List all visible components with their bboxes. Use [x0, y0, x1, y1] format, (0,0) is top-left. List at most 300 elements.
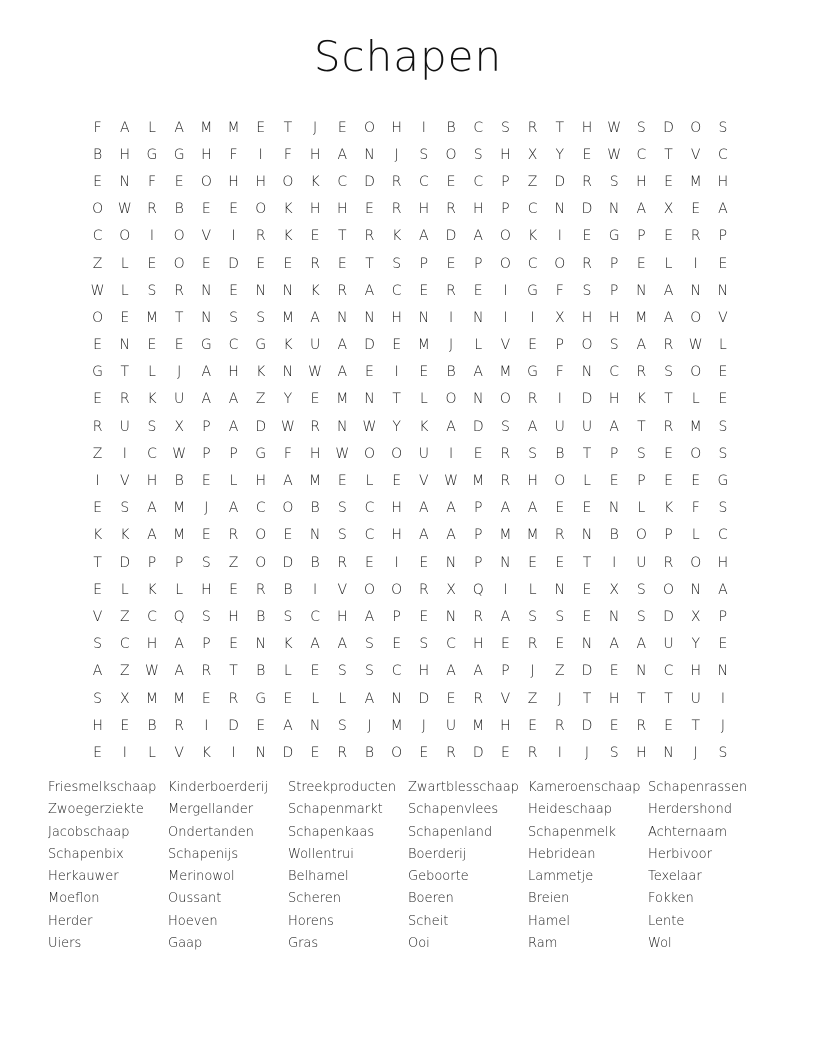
grid-letter[interactable]: I [503, 581, 508, 598]
grid-letter[interactable]: O [363, 445, 375, 462]
grid-letter[interactable]: V [201, 228, 212, 245]
grid-letter[interactable]: E [718, 255, 728, 272]
grid-letter[interactable]: M [281, 309, 294, 326]
grid-letter[interactable]: T [283, 119, 293, 136]
grid-letter[interactable]: N [309, 717, 321, 734]
grid-letter[interactable]: A [527, 418, 538, 435]
grid-letter[interactable]: V [174, 744, 184, 761]
grid-letter[interactable]: K [283, 201, 293, 218]
grid-letter[interactable]: I [448, 309, 454, 326]
grid-letter[interactable]: E [664, 173, 673, 190]
grid-letter[interactable]: K [93, 527, 103, 544]
grid-letter[interactable]: O [255, 527, 267, 544]
grid-letter[interactable]: I [720, 690, 725, 707]
grid-letter[interactable]: W [117, 201, 132, 218]
grid-letter[interactable]: O [282, 500, 294, 517]
grid-letter[interactable]: V [690, 146, 701, 163]
grid-letter[interactable]: H [636, 744, 647, 761]
grid-letter[interactable]: U [418, 445, 429, 462]
grid-letter[interactable]: A [419, 500, 429, 517]
grid-letter[interactable]: T [691, 717, 700, 734]
grid-letter[interactable]: N [364, 309, 375, 326]
grid-letter[interactable]: E [582, 608, 592, 625]
grid-letter[interactable]: U [119, 418, 130, 435]
grid-letter[interactable]: S [582, 282, 592, 299]
grid-letter[interactable]: Y [283, 391, 293, 408]
grid-letter[interactable]: N [581, 636, 593, 653]
grid-letter[interactable]: E [283, 690, 293, 707]
grid-letter[interactable]: Z [92, 445, 103, 462]
grid-letter[interactable]: N [472, 391, 484, 408]
grid-letter[interactable]: A [446, 418, 456, 435]
grid-letter[interactable]: T [174, 309, 184, 326]
grid-letter[interactable]: P [637, 228, 646, 245]
grid-letter[interactable]: S [392, 255, 402, 272]
grid-letter[interactable]: H [608, 309, 620, 326]
grid-letter[interactable]: H [309, 146, 321, 163]
grid-letter[interactable]: E [582, 581, 592, 598]
grid-letter[interactable]: S [201, 608, 211, 625]
grid-letter[interactable]: H [527, 473, 538, 490]
grid-letter[interactable]: A [364, 690, 375, 707]
grid-letter[interactable]: E [310, 391, 320, 408]
grid-letter[interactable]: M [417, 337, 430, 354]
grid-letter[interactable]: H [146, 636, 158, 653]
grid-letter[interactable]: T [637, 418, 646, 435]
grid-letter[interactable]: K [310, 173, 320, 190]
grid-letter[interactable]: N [337, 418, 348, 435]
grid-letter[interactable]: H [201, 146, 212, 163]
grid-letter[interactable]: G [255, 337, 267, 354]
grid-letter[interactable]: L [120, 581, 129, 598]
grid-letter[interactable]: A [92, 663, 103, 680]
grid-letter[interactable]: O [690, 309, 702, 326]
grid-letter[interactable]: E [337, 473, 347, 490]
grid-letter[interactable]: R [690, 228, 701, 245]
grid-letter[interactable]: E [229, 636, 238, 653]
grid-letter[interactable]: R [228, 690, 239, 707]
grid-letter[interactable]: S [256, 309, 266, 326]
grid-letter[interactable]: H [119, 146, 131, 163]
grid-letter[interactable]: D [228, 255, 239, 272]
grid-letter[interactable]: C [718, 527, 728, 544]
grid-letter[interactable]: E [500, 744, 510, 761]
grid-letter[interactable]: R [391, 173, 402, 190]
grid-letter[interactable]: A [500, 608, 511, 625]
grid-letter[interactable]: A [718, 581, 728, 598]
grid-letter[interactable]: B [174, 201, 184, 218]
grid-letter[interactable]: M [145, 690, 159, 707]
grid-letter[interactable]: N [255, 282, 266, 299]
grid-letter[interactable]: X [527, 146, 538, 163]
grid-letter[interactable]: E [664, 228, 673, 245]
grid-letter[interactable]: J [367, 717, 372, 734]
grid-letter[interactable]: H [717, 173, 729, 190]
grid-letter[interactable]: G [146, 146, 158, 163]
grid-letter[interactable]: E [419, 364, 429, 381]
grid-letter[interactable]: C [473, 119, 484, 136]
grid-letter[interactable]: R [391, 201, 402, 218]
grid-letter[interactable]: N [690, 581, 701, 598]
grid-letter[interactable]: Y [691, 636, 700, 653]
grid-letter[interactable]: D [581, 201, 593, 218]
grid-letter[interactable]: A [364, 608, 375, 625]
grid-letter[interactable]: K [528, 228, 538, 245]
grid-letter[interactable]: B [93, 146, 103, 163]
grid-letter[interactable]: R [554, 717, 565, 734]
grid-letter[interactable]: P [473, 255, 483, 272]
grid-letter[interactable]: D [282, 744, 294, 761]
grid-letter[interactable]: T [664, 391, 673, 408]
grid-letter[interactable]: E [93, 500, 103, 517]
grid-letter[interactable]: Z [228, 554, 239, 571]
grid-letter[interactable]: E [555, 636, 565, 653]
grid-letter[interactable]: B [446, 364, 456, 381]
grid-letter[interactable]: E [201, 201, 211, 218]
grid-letter[interactable]: S [500, 418, 510, 435]
grid-letter[interactable]: N [608, 201, 620, 218]
grid-letter[interactable]: H [418, 663, 430, 680]
grid-letter[interactable]: A [473, 364, 483, 381]
grid-letter[interactable]: E [120, 717, 130, 734]
grid-letter[interactable]: P [609, 255, 619, 272]
grid-letter[interactable]: P [202, 636, 211, 653]
grid-letter[interactable]: L [419, 391, 428, 408]
grid-letter[interactable]: V [92, 608, 103, 625]
grid-letter[interactable]: G [717, 473, 729, 490]
grid-letter[interactable]: L [691, 391, 700, 408]
grid-letter[interactable]: E [473, 282, 483, 299]
grid-letter[interactable]: E [473, 445, 483, 462]
grid-letter[interactable]: J [584, 744, 590, 761]
grid-letter[interactable]: N [364, 146, 375, 163]
grid-letter[interactable]: A [310, 309, 320, 326]
grid-letter[interactable]: S [365, 636, 374, 653]
grid-letter[interactable]: O [690, 554, 702, 571]
grid-letter[interactable]: T [555, 119, 565, 136]
grid-letter[interactable]: P [473, 500, 483, 517]
grid-letter[interactable]: E [93, 173, 103, 190]
grid-letter[interactable]: C [364, 500, 375, 517]
grid-letter[interactable]: S [528, 445, 538, 462]
grid-letter[interactable]: S [201, 554, 211, 571]
grid-letter[interactable]: E [229, 201, 238, 218]
grid-letter[interactable]: I [448, 445, 454, 462]
grid-letter[interactable]: T [229, 663, 238, 680]
grid-letter[interactable]: O [690, 119, 702, 136]
grid-letter[interactable]: O [499, 228, 511, 245]
grid-letter[interactable]: E [256, 119, 266, 136]
grid-letter[interactable]: S [718, 418, 728, 435]
grid-letter[interactable]: D [418, 690, 430, 707]
grid-letter[interactable]: M [173, 500, 186, 517]
grid-letter[interactable]: P [419, 255, 429, 272]
grid-letter[interactable]: D [364, 173, 375, 190]
grid-letter[interactable]: I [394, 364, 399, 381]
grid-letter[interactable]: E [256, 717, 266, 734]
grid-letter[interactable]: R [119, 391, 130, 408]
grid-letter[interactable]: J [720, 717, 725, 734]
grid-letter[interactable]: E [337, 119, 347, 136]
grid-letter[interactable]: O [92, 309, 104, 326]
grid-letter[interactable]: S [718, 445, 728, 462]
grid-letter[interactable]: P [147, 554, 157, 571]
grid-letter[interactable]: E [609, 473, 619, 490]
grid-letter[interactable]: W [607, 146, 622, 163]
grid-letter[interactable]: S [636, 445, 646, 462]
grid-letter[interactable]: R [527, 744, 538, 761]
grid-letter[interactable]: A [419, 527, 429, 544]
grid-letter[interactable]: L [148, 364, 156, 381]
grid-letter[interactable]: L [229, 473, 238, 490]
grid-letter[interactable]: H [391, 309, 402, 326]
grid-letter[interactable]: I [122, 445, 127, 462]
grid-letter[interactable]: L [637, 500, 646, 517]
grid-letter[interactable]: H [255, 173, 266, 190]
grid-letter[interactable]: G [200, 337, 212, 354]
grid-letter[interactable]: P [229, 445, 238, 462]
grid-letter[interactable]: O [119, 228, 131, 245]
grid-letter[interactable]: T [637, 690, 646, 707]
grid-letter[interactable]: N [608, 500, 620, 517]
grid-letter[interactable]: I [612, 554, 617, 571]
grid-letter[interactable]: E [500, 636, 510, 653]
grid-letter[interactable]: J [530, 663, 535, 680]
grid-letter[interactable]: S [120, 500, 130, 517]
grid-letter[interactable]: H [472, 201, 484, 218]
grid-letter[interactable]: V [718, 309, 728, 326]
grid-letter[interactable]: M [526, 527, 539, 544]
grid-letter[interactable]: N [201, 282, 212, 299]
grid-letter[interactable]: E [201, 527, 211, 544]
grid-letter[interactable]: F [229, 146, 238, 163]
grid-letter[interactable]: W [145, 663, 159, 680]
grid-letter[interactable]: M [145, 309, 159, 326]
grid-letter[interactable]: S [147, 282, 157, 299]
grid-letter[interactable]: H [146, 473, 158, 490]
grid-letter[interactable]: N [608, 608, 620, 625]
grid-letter[interactable]: E [283, 527, 293, 544]
grid-letter[interactable]: H [337, 608, 348, 625]
grid-letter[interactable]: L [284, 663, 292, 680]
grid-letter[interactable]: S [500, 119, 510, 136]
grid-letter[interactable]: R [174, 717, 185, 734]
grid-letter[interactable]: K [663, 500, 674, 517]
grid-letter[interactable]: E [337, 255, 347, 272]
grid-letter[interactable]: M [336, 391, 349, 408]
grid-letter[interactable]: N [282, 282, 294, 299]
grid-letter[interactable]: L [365, 473, 374, 490]
grid-letter[interactable]: O [554, 255, 566, 272]
grid-letter[interactable]: T [120, 364, 130, 381]
grid-letter[interactable]: R [636, 717, 647, 734]
grid-letter[interactable]: W [280, 418, 295, 435]
grid-letter[interactable]: H [500, 146, 511, 163]
grid-letter[interactable]: O [282, 173, 294, 190]
grid-letter[interactable]: H [717, 554, 729, 571]
grid-letter[interactable]: G [173, 146, 185, 163]
grid-letter[interactable]: R [582, 255, 592, 272]
grid-letter[interactable]: A [364, 282, 375, 299]
grid-letter[interactable]: L [311, 690, 319, 707]
grid-letter[interactable]: A [228, 418, 239, 435]
grid-letter[interactable]: A [337, 636, 348, 653]
grid-letter[interactable]: N [445, 608, 457, 625]
grid-letter[interactable]: D [364, 337, 375, 354]
grid-letter[interactable]: T [392, 391, 401, 408]
grid-letter[interactable]: E [174, 337, 184, 354]
grid-letter[interactable]: T [664, 146, 673, 163]
grid-letter[interactable]: L [120, 255, 129, 272]
grid-letter[interactable]: M [173, 527, 186, 544]
grid-letter[interactable]: E [174, 173, 184, 190]
grid-letter[interactable]: P [609, 282, 619, 299]
grid-letter[interactable]: A [228, 391, 239, 408]
grid-letter[interactable]: I [557, 228, 562, 245]
grid-letter[interactable]: T [93, 554, 102, 571]
grid-letter[interactable]: R [527, 391, 538, 408]
grid-letter[interactable]: E [93, 337, 103, 354]
grid-letter[interactable]: W [308, 364, 323, 381]
grid-letter[interactable]: S [337, 663, 347, 680]
grid-letter[interactable]: L [664, 255, 673, 272]
grid-letter[interactable]: N [472, 309, 484, 326]
grid-letter[interactable]: F [555, 364, 564, 381]
grid-letter[interactable]: S [636, 608, 646, 625]
grid-letter[interactable]: S [664, 364, 673, 381]
grid-letter[interactable]: X [663, 201, 674, 218]
grid-letter[interactable]: J [557, 690, 562, 707]
grid-letter[interactable]: O [173, 228, 185, 245]
grid-letter[interactable]: T [365, 255, 374, 272]
grid-letter[interactable]: O [92, 201, 104, 218]
grid-letter[interactable]: J [693, 744, 698, 761]
grid-letter[interactable]: B [283, 581, 293, 598]
grid-letter[interactable]: L [338, 690, 347, 707]
grid-letter[interactable]: N [554, 581, 566, 598]
grid-letter[interactable]: R [337, 554, 348, 571]
grid-letter[interactable]: W [362, 418, 377, 435]
grid-letter[interactable]: O [173, 255, 185, 272]
grid-letter[interactable]: S [337, 717, 347, 734]
grid-letter[interactable]: U [663, 636, 674, 653]
grid-letter[interactable]: P [202, 445, 211, 462]
grid-letter[interactable]: A [283, 473, 293, 490]
grid-letter[interactable]: S [419, 636, 429, 653]
grid-letter[interactable]: E [664, 445, 673, 462]
grid-letter[interactable]: O [445, 391, 457, 408]
grid-letter[interactable]: E [201, 473, 211, 490]
grid-letter[interactable]: G [608, 228, 620, 245]
grid-letter[interactable]: I [122, 744, 127, 761]
grid-letter[interactable]: C [119, 636, 130, 653]
grid-letter[interactable]: T [338, 228, 347, 245]
grid-letter[interactable]: I [258, 146, 263, 163]
grid-letter[interactable]: K [392, 228, 402, 245]
grid-letter[interactable]: S [93, 690, 103, 707]
grid-letter[interactable]: A [636, 337, 647, 354]
grid-letter[interactable]: P [555, 337, 564, 354]
grid-letter[interactable]: E [555, 554, 565, 571]
grid-letter[interactable]: R [446, 282, 456, 299]
grid-letter[interactable]: H [391, 119, 402, 136]
grid-letter[interactable]: R [310, 418, 320, 435]
grid-letter[interactable]: I [557, 744, 562, 761]
grid-letter[interactable]: A [446, 527, 456, 544]
grid-letter[interactable]: C [147, 608, 157, 625]
grid-letter[interactable]: I [313, 581, 318, 598]
grid-letter[interactable]: H [418, 201, 430, 218]
grid-letter[interactable]: M [499, 527, 512, 544]
grid-letter[interactable]: O [391, 744, 403, 761]
grid-letter[interactable]: I [149, 228, 155, 245]
grid-letter[interactable]: D [119, 554, 131, 571]
grid-letter[interactable]: H [228, 608, 239, 625]
grid-letter[interactable]: W [90, 282, 105, 299]
grid-letter[interactable]: S [419, 146, 429, 163]
grid-letter[interactable]: K [283, 228, 293, 245]
grid-letter[interactable]: R [500, 473, 511, 490]
grid-letter[interactable]: M [309, 473, 322, 490]
grid-letter[interactable]: S [93, 636, 103, 653]
grid-letter[interactable]: P [473, 554, 483, 571]
grid-letter[interactable]: N [364, 391, 375, 408]
grid-letter[interactable]: K [120, 527, 130, 544]
grid-letter[interactable]: N [554, 201, 566, 218]
grid-letter[interactable]: R [147, 201, 157, 218]
grid-letter[interactable]: C [228, 337, 239, 354]
grid-letter[interactable]: N [581, 364, 593, 381]
grid-letter[interactable]: O [690, 445, 702, 462]
grid-letter[interactable]: D [228, 717, 239, 734]
grid-letter[interactable]: P [718, 228, 728, 245]
grid-letter[interactable]: Q [472, 581, 484, 598]
grid-letter[interactable]: E [229, 282, 238, 299]
grid-letter[interactable]: A [636, 201, 647, 218]
grid-letter[interactable]: E [120, 309, 130, 326]
grid-letter[interactable]: E [419, 744, 429, 761]
grid-letter[interactable]: D [581, 717, 593, 734]
grid-letter[interactable]: I [421, 119, 426, 136]
grid-letter[interactable]: O [663, 581, 675, 598]
grid-letter[interactable]: B [555, 445, 565, 462]
grid-letter[interactable]: E [201, 690, 211, 707]
grid-letter[interactable]: H [500, 717, 511, 734]
grid-letter[interactable]: E [310, 228, 320, 245]
grid-letter[interactable]: N [119, 173, 131, 190]
grid-letter[interactable]: G [92, 364, 104, 381]
grid-letter[interactable]: D [581, 391, 593, 408]
grid-letter[interactable]: R [663, 337, 674, 354]
grid-letter[interactable]: A [527, 500, 538, 517]
grid-letter[interactable]: Z [92, 255, 103, 272]
grid-letter[interactable]: N [717, 663, 729, 680]
grid-letter[interactable]: I [503, 282, 508, 299]
grid-letter[interactable]: P [718, 608, 728, 625]
grid-letter[interactable]: K [283, 337, 293, 354]
grid-letter[interactable]: X [446, 581, 456, 598]
grid-letter[interactable]: Z [527, 173, 538, 190]
grid-letter[interactable]: S [718, 744, 728, 761]
grid-letter[interactable]: A [147, 527, 157, 544]
grid-letter[interactable]: E [365, 554, 374, 571]
grid-letter[interactable]: R [418, 581, 429, 598]
grid-letter[interactable]: S [147, 418, 157, 435]
grid-letter[interactable]: V [500, 690, 511, 707]
grid-letter[interactable]: E [147, 255, 157, 272]
grid-letter[interactable]: D [445, 228, 457, 245]
grid-letter[interactable]: L [691, 527, 700, 544]
